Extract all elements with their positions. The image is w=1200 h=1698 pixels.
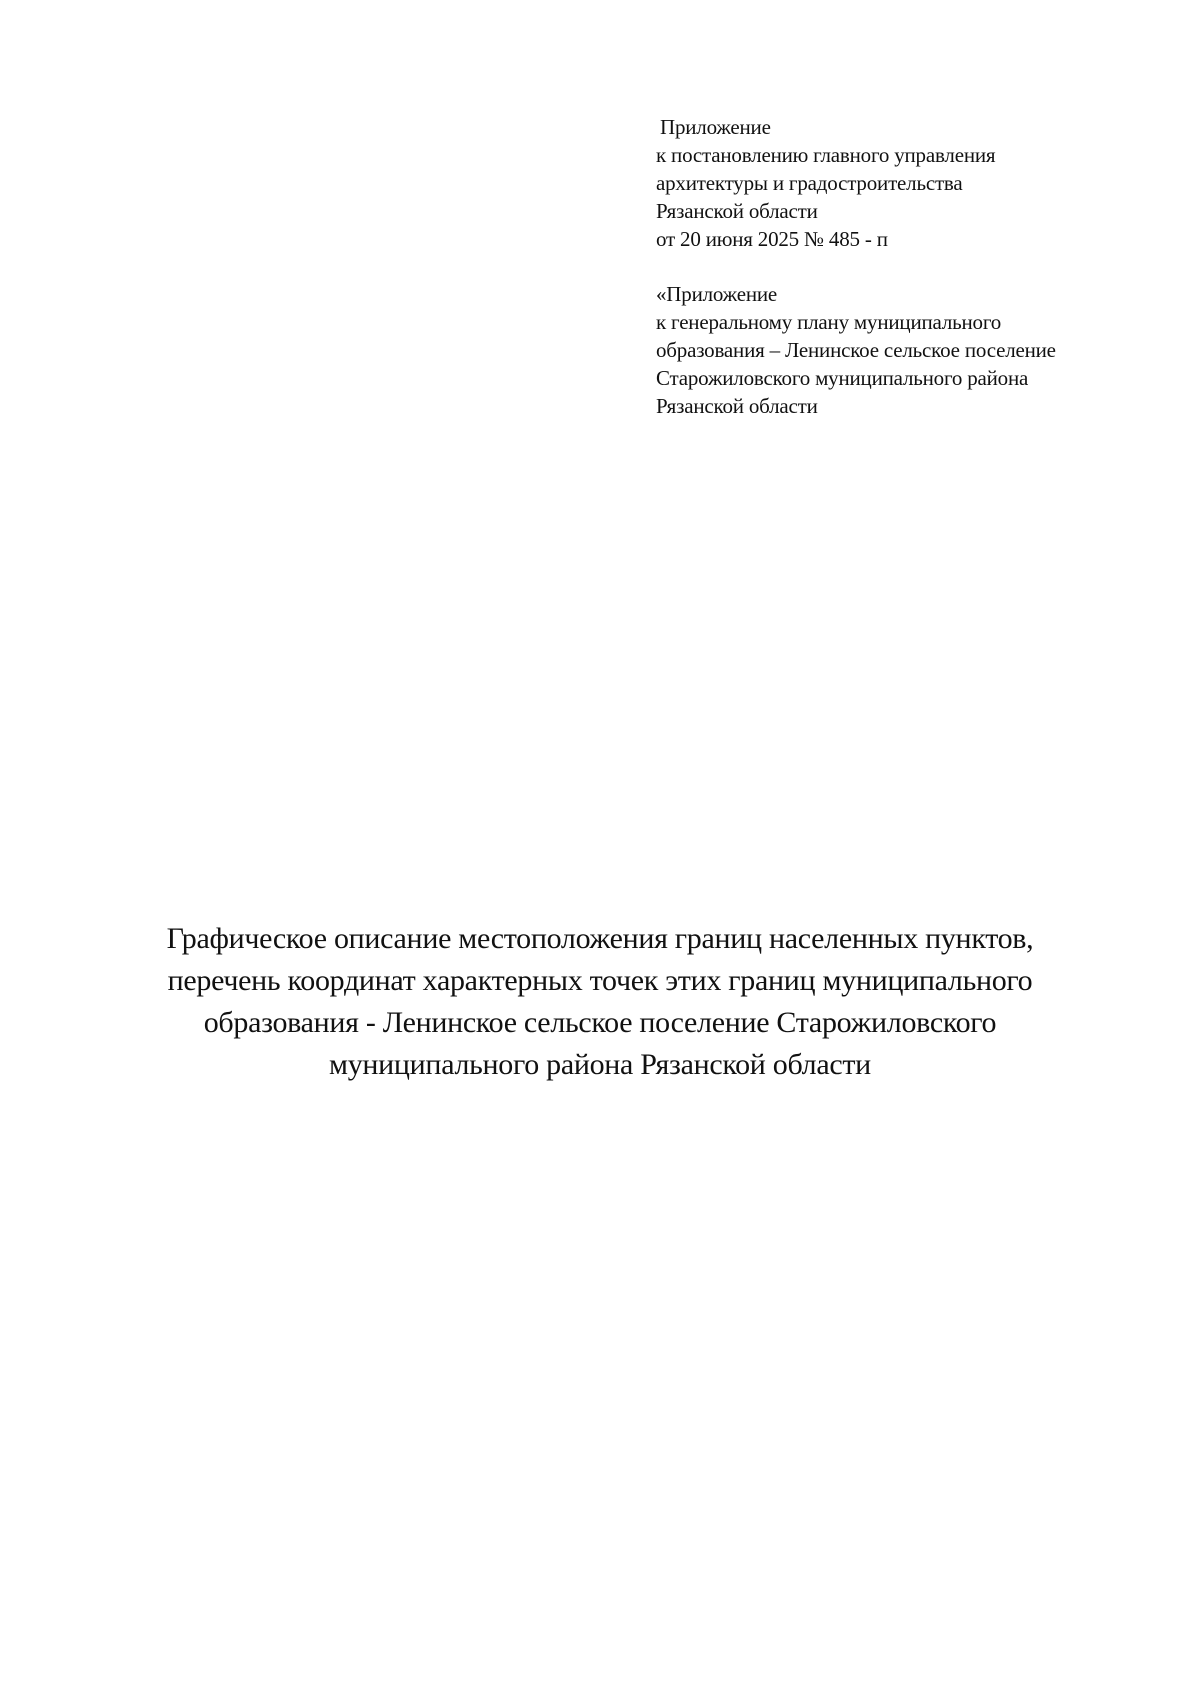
genplan-appendix-title: «Приложение xyxy=(656,282,778,306)
resolution-appendix-line: архитектуры и градостроительства xyxy=(656,171,963,195)
genplan-appendix-line: Рязанской области xyxy=(656,394,818,418)
genplan-appendix-line: Старожиловского муниципального района xyxy=(656,366,1029,390)
document-title-line: муниципального района Рязанской области xyxy=(329,1048,871,1081)
resolution-appendix-date: от 20 июня 2025 № 485 - п xyxy=(656,227,888,251)
resolution-appendix-header xyxy=(656,113,1176,253)
resolution-appendix-line: к постановлению главного управления xyxy=(656,143,996,167)
genplan-appendix-header xyxy=(656,280,1176,420)
document-title xyxy=(100,918,1100,1086)
resolution-appendix-line: Рязанской области xyxy=(656,199,818,223)
document-title-line: перечень координат характерных точек этих границ муниципального xyxy=(167,964,1033,997)
resolution-appendix-title: Приложение xyxy=(660,115,771,139)
genplan-appendix-line: образования – Ленинское сельское поселение xyxy=(656,338,1056,362)
genplan-appendix-line: к генеральному плану муниципального xyxy=(656,310,1002,334)
document-title-line: образования - Ленинское сельское поселение Старожиловского xyxy=(203,1006,997,1039)
document-title-line: Графическое описание местоположения границ населенных пунктов, xyxy=(166,922,1034,955)
